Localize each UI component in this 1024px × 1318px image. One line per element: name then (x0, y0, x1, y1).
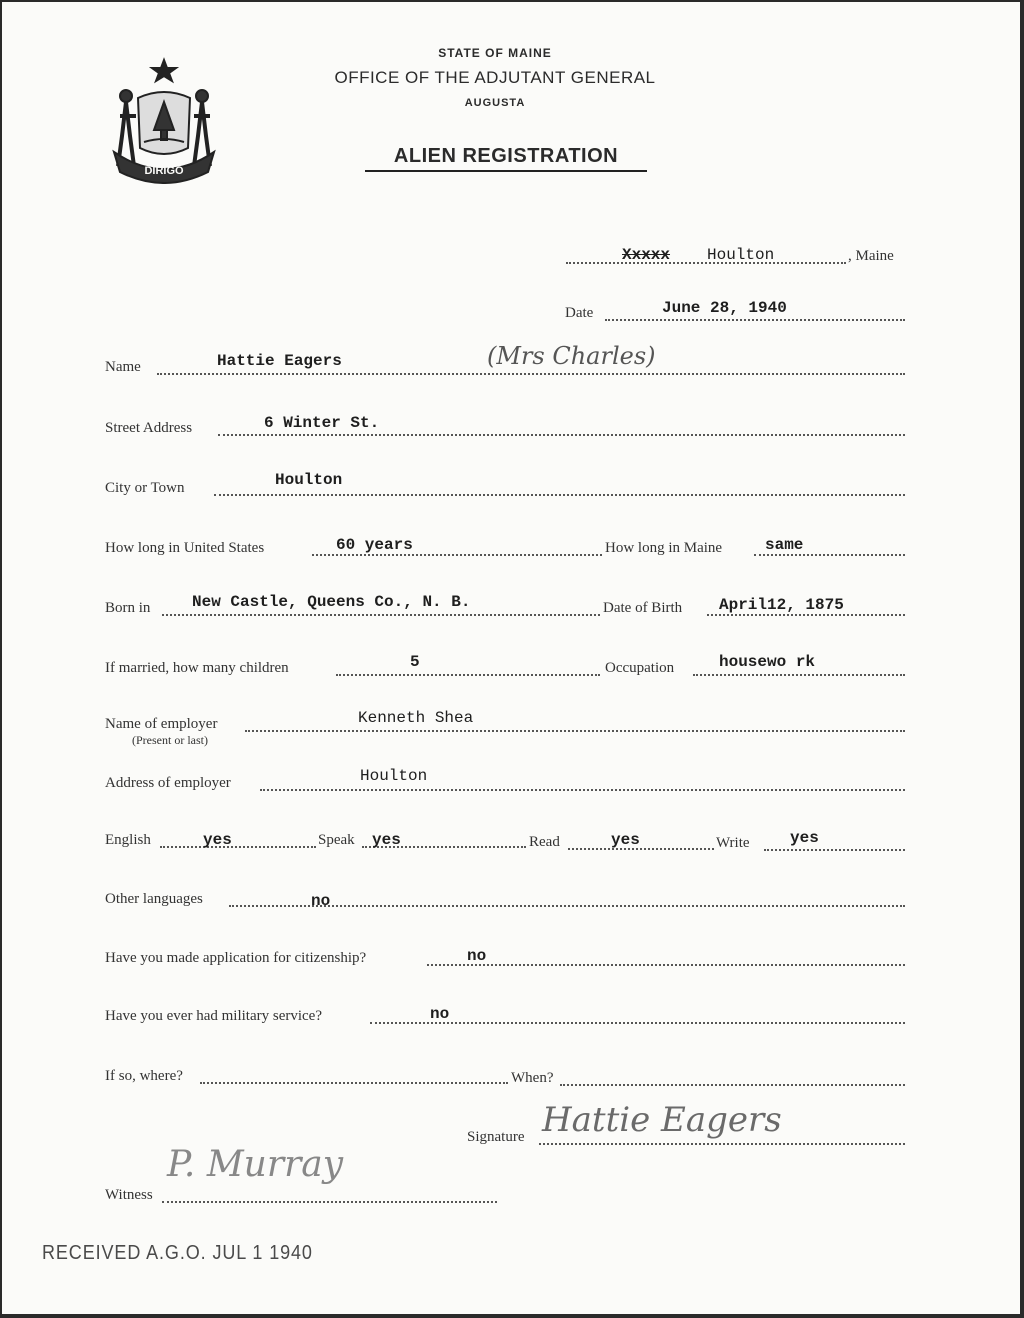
english-label: English (105, 832, 151, 848)
name-line (157, 373, 905, 375)
city-value: Houlton (275, 471, 343, 489)
write-line (764, 849, 905, 851)
when-line (560, 1084, 905, 1086)
header-city: AUGUSTA (464, 97, 526, 109)
place-struck-value: Xxxxx (622, 246, 671, 264)
header-state: STATE OF MAINE (438, 46, 552, 60)
us-time-line (312, 554, 602, 556)
us-time-label: How long in United States (105, 540, 265, 556)
military-label: Have you ever had military service? (105, 1008, 322, 1024)
employer-line (245, 730, 905, 732)
witness-line (162, 1201, 497, 1203)
place-town-value: Houlton (707, 246, 775, 264)
employer-label: Name of employer (105, 716, 218, 732)
street-label: Street Address (105, 420, 193, 436)
maine-time-line (754, 554, 905, 556)
citizenship-value: no (467, 947, 487, 965)
other-languages-label: Other languages (105, 891, 203, 907)
employer-sublabel: (Present or last) (132, 733, 208, 747)
born-label: Born in (105, 600, 151, 616)
write-label: Write (716, 835, 750, 851)
english-value: yes (203, 831, 232, 849)
military-line (370, 1022, 905, 1024)
employer-value: Kenneth Shea (358, 709, 474, 727)
occupation-line (693, 674, 905, 676)
employer-address-value: Houlton (360, 767, 428, 785)
citizenship-line (427, 964, 905, 966)
form-title: ALIEN REGISTRATION (365, 145, 647, 172)
name-handwritten-note: (Mrs Charles) (487, 342, 656, 370)
city-label: City or Town (105, 480, 185, 496)
alien-registration-form (2, 2, 1020, 1314)
other-languages-value: no (311, 892, 331, 910)
dob-label: Date of Birth (603, 600, 683, 616)
city-line (214, 494, 905, 496)
street-line (218, 434, 905, 436)
seal-motto: DIRIGO (144, 165, 184, 177)
dob-line (707, 614, 905, 616)
name-value: Hattie Eagers (217, 352, 342, 370)
maine-time-value: same (765, 536, 804, 554)
other-languages-line (229, 905, 905, 907)
read-label: Read (529, 834, 560, 850)
received-stamp: RECEIVED A.G.O. JUL 1 1940 (42, 1242, 313, 1264)
date-value: June 28, 1940 (662, 299, 787, 317)
occupation-value: housewo rk (719, 653, 816, 671)
where-line (200, 1082, 508, 1084)
children-value: 5 (410, 653, 420, 671)
header-office: OFFICE OF THE ADJUTANT GENERAL (334, 68, 656, 87)
occupation-label: Occupation (605, 660, 675, 676)
born-line (162, 614, 600, 616)
children-line (336, 674, 600, 676)
children-label: If married, how many children (105, 660, 289, 676)
employer-address-line (260, 789, 905, 791)
read-line (568, 848, 714, 850)
signature-line (539, 1143, 905, 1145)
street-value: 6 Winter St. (264, 414, 380, 432)
english-line (160, 846, 316, 848)
signature-label: Signature (467, 1129, 525, 1145)
us-time-value: 60 years (336, 536, 413, 554)
military-value: no (430, 1005, 450, 1023)
signature-value: Hattie Eagers (542, 1100, 782, 1140)
read-value: yes (611, 831, 640, 849)
date-label: Date (565, 305, 594, 321)
date-line (605, 319, 905, 321)
write-value: yes (790, 829, 819, 847)
born-value: New Castle, Queens Co., N. B. (192, 593, 471, 611)
speak-label: Speak (318, 832, 355, 848)
where-label: If so, where? (105, 1068, 183, 1084)
name-label: Name (105, 359, 141, 375)
witness-label: Witness (105, 1187, 153, 1203)
speak-value: yes (372, 831, 401, 849)
citizenship-label: Have you made application for citizenship? (105, 950, 367, 966)
place-suffix: , Maine (848, 248, 894, 264)
witness-value: P. Murray (167, 1144, 344, 1185)
maine-time-label: How long in Maine (605, 540, 723, 556)
when-label: When? (511, 1070, 554, 1086)
employer-address-label: Address of employer (105, 775, 231, 791)
place-line (566, 262, 846, 264)
dob-value: April12, 1875 (719, 596, 844, 614)
